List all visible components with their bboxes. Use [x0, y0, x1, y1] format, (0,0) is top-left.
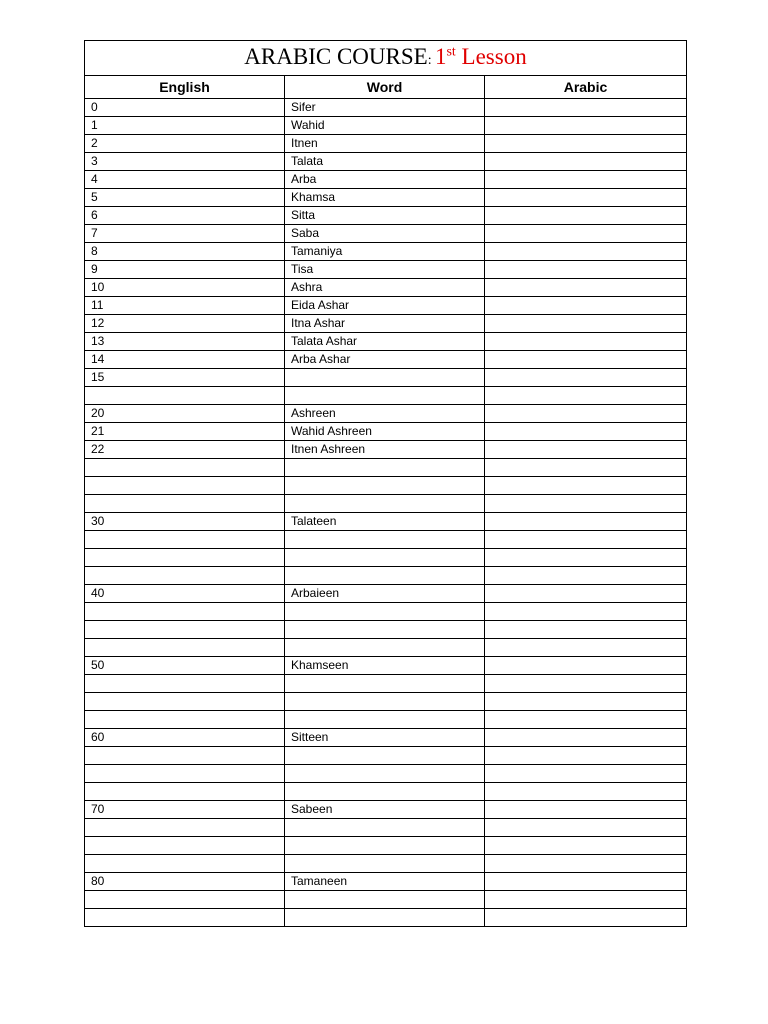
table-row [85, 243, 687, 261]
english-cell: 3 [85, 153, 285, 171]
table-row [85, 873, 687, 891]
table-row [85, 549, 687, 567]
word-cell: Tamaniya [285, 243, 485, 261]
word-cell [285, 369, 485, 387]
lesson-ordinal-suffix: st [446, 43, 456, 59]
arabic-cell [485, 99, 687, 117]
table-row [85, 567, 687, 585]
arabic-cell [485, 369, 687, 387]
english-cell [85, 819, 285, 837]
table-row [85, 153, 687, 171]
word-cell: Tamaneen [285, 873, 485, 891]
table-row [85, 891, 687, 909]
english-cell: 7 [85, 225, 285, 243]
arabic-cell [485, 747, 687, 765]
worksheet [84, 40, 686, 927]
table-row [85, 315, 687, 333]
table-row [85, 675, 687, 693]
english-cell: 8 [85, 243, 285, 261]
word-cell: Ashreen [285, 405, 485, 423]
arabic-cell [485, 135, 687, 153]
arabic-cell [485, 513, 687, 531]
word-cell [285, 837, 485, 855]
arabic-cell [485, 855, 687, 873]
table-row [85, 747, 687, 765]
word-cell: Talata Ashar [285, 333, 485, 351]
arabic-cell [485, 693, 687, 711]
arabic-cell [485, 441, 687, 459]
word-cell [285, 495, 485, 513]
column-header-arabic: Arabic [485, 76, 687, 99]
english-cell [85, 495, 285, 513]
english-cell: 20 [85, 405, 285, 423]
english-cell [85, 567, 285, 585]
word-cell: Wahid Ashreen [285, 423, 485, 441]
table-row [85, 729, 687, 747]
word-cell: Eida Ashar [285, 297, 485, 315]
arabic-cell [485, 585, 687, 603]
arabic-cell [485, 423, 687, 441]
header-row [85, 76, 687, 99]
word-cell [285, 459, 485, 477]
english-cell: 21 [85, 423, 285, 441]
arabic-cell [485, 207, 687, 225]
english-cell [85, 603, 285, 621]
word-cell: Sabeen [285, 801, 485, 819]
table-row [85, 513, 687, 531]
word-cell [285, 477, 485, 495]
english-cell [85, 477, 285, 495]
table-row [85, 99, 687, 117]
arabic-cell [485, 891, 687, 909]
word-cell: Arba [285, 171, 485, 189]
title-row [85, 41, 687, 76]
table-row [85, 711, 687, 729]
arabic-cell [485, 261, 687, 279]
table-row [85, 405, 687, 423]
word-cell: Itna Ashar [285, 315, 485, 333]
arabic-cell [485, 783, 687, 801]
table-row [85, 819, 687, 837]
arabic-cell [485, 531, 687, 549]
english-cell: 22 [85, 441, 285, 459]
english-cell [85, 855, 285, 873]
word-cell [285, 639, 485, 657]
arabic-cell [485, 117, 687, 135]
word-cell [285, 855, 485, 873]
table-row [85, 207, 687, 225]
arabic-cell [485, 459, 687, 477]
word-cell [285, 567, 485, 585]
word-cell [285, 765, 485, 783]
english-cell [85, 837, 285, 855]
english-cell: 14 [85, 351, 285, 369]
english-cell: 70 [85, 801, 285, 819]
arabic-cell [485, 333, 687, 351]
arabic-cell [485, 477, 687, 495]
word-cell [285, 819, 485, 837]
arabic-cell [485, 819, 687, 837]
english-cell [85, 531, 285, 549]
word-cell: Itnen Ashreen [285, 441, 485, 459]
arabic-cell [485, 243, 687, 261]
english-cell [85, 621, 285, 639]
english-cell [85, 459, 285, 477]
arabic-cell [485, 225, 687, 243]
arabic-cell [485, 315, 687, 333]
english-cell: 5 [85, 189, 285, 207]
arabic-cell [485, 153, 687, 171]
word-cell [285, 621, 485, 639]
table-row [85, 783, 687, 801]
word-cell: Sitta [285, 207, 485, 225]
english-cell: 11 [85, 297, 285, 315]
word-cell: Talata [285, 153, 485, 171]
word-cell [285, 909, 485, 927]
arabic-cell [485, 729, 687, 747]
english-cell [85, 639, 285, 657]
english-cell: 1 [85, 117, 285, 135]
column-header-english: English [85, 76, 285, 99]
english-cell: 60 [85, 729, 285, 747]
arabic-cell [485, 639, 687, 657]
table-row [85, 423, 687, 441]
word-cell [285, 747, 485, 765]
word-cell [285, 531, 485, 549]
word-cell: Sifer [285, 99, 485, 117]
word-cell: Wahid [285, 117, 485, 135]
table-row [85, 801, 687, 819]
word-cell [285, 549, 485, 567]
table-row [85, 351, 687, 369]
table-row [85, 603, 687, 621]
word-cell: Khamseen [285, 657, 485, 675]
arabic-cell [485, 405, 687, 423]
table-row [85, 279, 687, 297]
english-cell [85, 675, 285, 693]
word-cell: Khamsa [285, 189, 485, 207]
table-row [85, 765, 687, 783]
arabic-cell [485, 621, 687, 639]
table-row [85, 441, 687, 459]
arabic-cell [485, 189, 687, 207]
english-cell [85, 891, 285, 909]
word-cell [285, 693, 485, 711]
english-cell: 50 [85, 657, 285, 675]
word-cell: Tisa [285, 261, 485, 279]
arabic-cell [485, 657, 687, 675]
english-cell: 9 [85, 261, 285, 279]
table-row [85, 297, 687, 315]
vocabulary-table [84, 40, 687, 927]
english-cell [85, 693, 285, 711]
word-cell [285, 603, 485, 621]
arabic-cell [485, 351, 687, 369]
arabic-cell [485, 387, 687, 405]
table-row [85, 333, 687, 351]
arabic-cell [485, 603, 687, 621]
english-cell [85, 765, 285, 783]
table-row [85, 585, 687, 603]
arabic-cell [485, 297, 687, 315]
word-cell: Sitteen [285, 729, 485, 747]
course-title: ARABIC COURSE [244, 43, 428, 69]
arabic-cell [485, 801, 687, 819]
arabic-cell [485, 765, 687, 783]
table-row [85, 171, 687, 189]
english-cell: 6 [85, 207, 285, 225]
arabic-cell [485, 495, 687, 513]
table-row [85, 135, 687, 153]
english-cell: 80 [85, 873, 285, 891]
column-header-word: Word [285, 76, 485, 99]
word-cell [285, 891, 485, 909]
table-row [85, 909, 687, 927]
title-colon: : [427, 52, 432, 68]
table-body [85, 99, 687, 927]
word-cell [285, 711, 485, 729]
arabic-cell [485, 711, 687, 729]
table-row [85, 261, 687, 279]
arabic-cell [485, 279, 687, 297]
lesson-number: 1 [434, 43, 447, 69]
english-cell: 12 [85, 315, 285, 333]
english-cell: 30 [85, 513, 285, 531]
word-cell: Ashra [285, 279, 485, 297]
arabic-cell [485, 873, 687, 891]
arabic-cell [485, 171, 687, 189]
table-row [85, 621, 687, 639]
lesson-word: Lesson [455, 43, 527, 69]
english-cell: 13 [85, 333, 285, 351]
english-cell: 15 [85, 369, 285, 387]
table-row [85, 531, 687, 549]
table-row [85, 459, 687, 477]
word-cell [285, 675, 485, 693]
english-cell [85, 549, 285, 567]
english-cell [85, 909, 285, 927]
table-row [85, 387, 687, 405]
arabic-cell [485, 837, 687, 855]
table-row [85, 639, 687, 657]
word-cell: Arbaieen [285, 585, 485, 603]
english-cell [85, 387, 285, 405]
table-row [85, 657, 687, 675]
word-cell: Talateen [285, 513, 485, 531]
table-row [85, 225, 687, 243]
table-row [85, 855, 687, 873]
page-title [85, 41, 687, 76]
table-row [85, 693, 687, 711]
arabic-cell [485, 567, 687, 585]
word-cell: Itnen [285, 135, 485, 153]
table-row [85, 117, 687, 135]
table-row [85, 189, 687, 207]
table-row [85, 495, 687, 513]
english-cell: 40 [85, 585, 285, 603]
word-cell [285, 387, 485, 405]
english-cell [85, 747, 285, 765]
english-cell [85, 783, 285, 801]
word-cell: Saba [285, 225, 485, 243]
lesson-title [435, 44, 527, 69]
english-cell: 10 [85, 279, 285, 297]
arabic-cell [485, 909, 687, 927]
table-row [85, 369, 687, 387]
word-cell: Arba Ashar [285, 351, 485, 369]
arabic-cell [485, 549, 687, 567]
english-cell [85, 711, 285, 729]
word-cell [285, 783, 485, 801]
arabic-cell [485, 675, 687, 693]
english-cell: 0 [85, 99, 285, 117]
english-cell: 4 [85, 171, 285, 189]
table-row [85, 837, 687, 855]
english-cell: 2 [85, 135, 285, 153]
table-row [85, 477, 687, 495]
